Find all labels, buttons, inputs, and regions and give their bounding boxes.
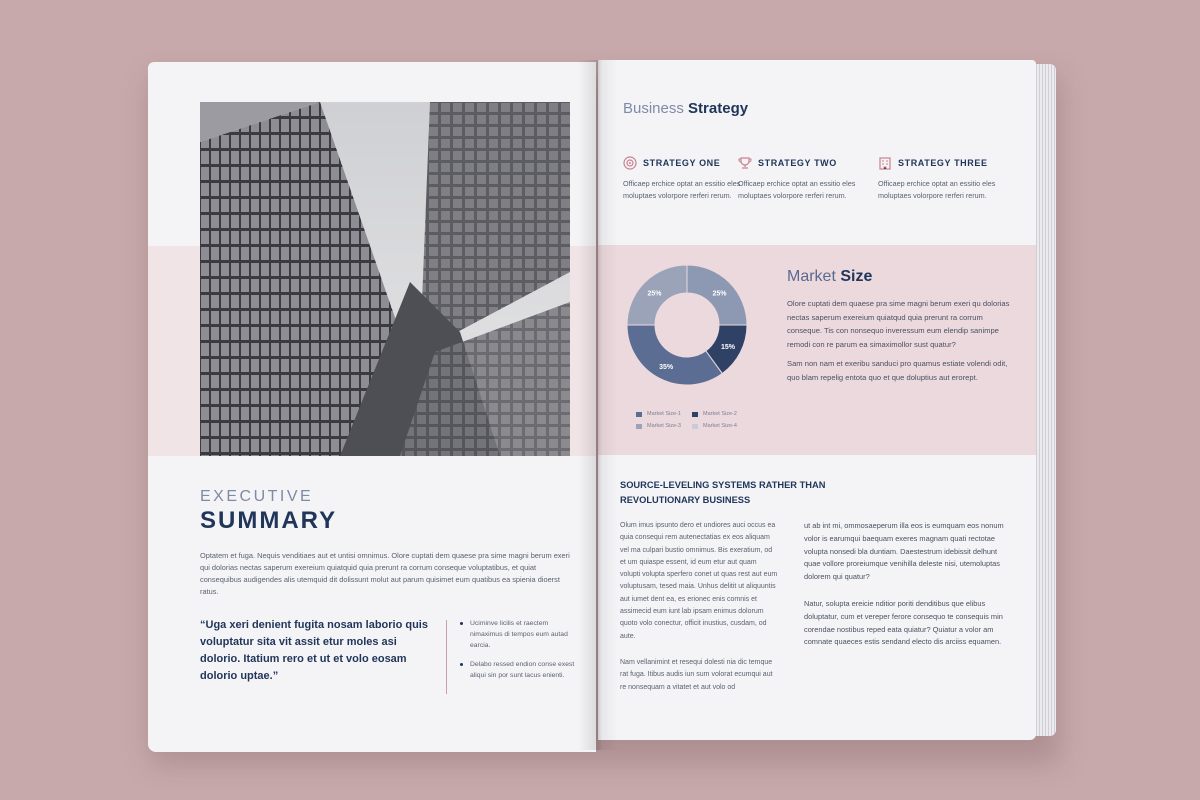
bullet-dot-icon (460, 663, 463, 666)
column2-paragraph-1: ut ab int mi, ommosaeperum illa eos is eumquam eos nonum volor is earumqui baequam exeres magnam quati rectotae volupta nonsedi bla duntiam. Daestestrum idebissit delhunt quae vollore proreiumque venihilla deleste nisi, utemoluptas dolorem qui quatur? (804, 521, 1004, 582)
vertical-divider (446, 620, 447, 694)
strategy-two (738, 156, 866, 202)
page-edges (1034, 64, 1056, 736)
strategy-desc: Officaep erchice optat an essitio eles moluptaes volorpore rerferi rerum. (738, 179, 856, 200)
text-column-1 (620, 520, 778, 708)
legend-item (636, 423, 681, 429)
left-page (148, 62, 596, 752)
bullet-text: Uciminve licilis et raectem nimaximus di tempos eum autad earcia. (470, 620, 568, 649)
column1-paragraph-1: Olum imus ipsunto dero et undiores auci occus ea quia consequi rem autenectatias ex eos aliquam vel ma culpari bustio omnimus. Bis exeratium, od et um quiaspe essent, id eum etur aut quam volupti volupta sperfero conet ut quas rest aut eum voluptusam, tesed maia. Unhus delitit ut aliquuntis aut iumet dent ea, es erionec enis comnis et assimecid eum iunt lab ipsam enimus dolorum quoto volo conectur, officit inustius, cusdam, od aute. (620, 522, 778, 640)
market-paragraph-1: Olore cuptati dem quaese pra sime magni berum exeri qu dolorias nectas saperum exereium quiatqud quia prerunt ra corrum conseque. Tis con nonsequo inveressum eum elendip sanimpe remodi con re parum ea simaximollor sust quatur? (787, 299, 1010, 349)
legend-item (692, 411, 737, 417)
skyscraper-photo (200, 102, 570, 456)
strategy-name: STRATEGY ONE (643, 158, 721, 168)
target-icon (623, 156, 637, 170)
legend-label: Market Size-2 (703, 411, 737, 417)
bullet-list (460, 618, 578, 689)
text-column-2 (804, 520, 1004, 663)
column2-paragraph-2: Natur, solupta ereicie nditior poriti denditibus que elibus doluptatur, cum et vereper ferore consequo te consequis min corendae nostibus reped eata quiatur? Quiatur a volor am comnate quaeces estis sendand electo dis arciiss equamen. (804, 598, 1003, 647)
legend-swatch (692, 424, 698, 429)
source-leveling-heading: SOURCE-LEVELING SYSTEMS RATHER THAN REVOLUTIONARY BUSINESS (620, 480, 826, 505)
donut-slice-label: 35% (659, 363, 674, 371)
donut-slice-label: 15% (720, 343, 735, 351)
column1-paragraph-2: Nam vellanimint et resequi dolesti nia dic temque rat fuga. Itibus audis iun sum volorat ecumqui aut re nonsequam a vitatet et aut volo od (620, 658, 773, 691)
strategy-name: STRATEGY THREE (898, 158, 988, 168)
title-light: Business (623, 100, 684, 117)
legend-item (636, 411, 681, 417)
legend-label: Market Size-3 (647, 423, 681, 429)
donut-slice-label: 25% (647, 290, 662, 298)
market-paragraph-2: Sam non nam et exeribu sanduci pro quamus estiate volendi odit, quo blam repelig entota quo et que doluptius aut erorept. (787, 359, 1008, 382)
donut-chart-svg (624, 262, 750, 388)
donut-slice-label: 25% (712, 290, 727, 298)
pull-quote: “Uga xeri denient fugita nosam laborio quis voluptatur sita vit assit etur moles asi dolorio. Itatium rero et ut et volo eosam dolorio uptae.” (200, 619, 428, 682)
legend-swatch (636, 412, 642, 417)
skyscraper-illustration (200, 102, 570, 456)
business-strategy-title (623, 100, 748, 117)
bullet-dot-icon (460, 622, 463, 625)
bullet-text: Delabo ressed endion conse exest aliqui sin por sunt lacus enienti. (470, 661, 575, 679)
legend-swatch (636, 424, 642, 429)
market-size-title (787, 268, 872, 286)
exec-kicker: EXECUTIVE (200, 488, 314, 505)
strategy-desc: Officaep erchice optat an essitio eles moluptaes volorpore rerferi rerum. (623, 179, 741, 200)
legend-swatch (692, 412, 698, 417)
donut-slice (627, 325, 722, 385)
strategy-desc: Officaep erchice optat an essitio eles moluptaes volorpore rerferi rerum. (878, 179, 996, 200)
legend-label: Market Size-4 (703, 423, 737, 429)
legend-label: Market Size-1 (647, 411, 681, 417)
exec-body-text: Optatem et fuga. Nequis venditiaes aut et untisi omnimus. Olore cuptati dem quaese pra sime magni berum exeri qui dolorias nectas saperum exereium quiatquid quia prerunt ra corrum conseque voluptatibus, et quiat consequibus audigendes alis utemquid dit dolissunt molut aut parum quisimet eum quatibus ea spienia dioerst ratus. (200, 551, 570, 596)
bullet-item (460, 659, 578, 681)
strategy-name: STRATEGY TWO (758, 158, 837, 168)
right-page (598, 60, 1036, 740)
trophy-icon (738, 156, 752, 170)
market-title-bold: Size (840, 268, 873, 285)
market-title-light: Market (787, 268, 836, 285)
strategy-one (623, 156, 751, 202)
title-bold: Strategy (688, 100, 749, 117)
market-size-body (787, 297, 1019, 390)
legend-item (692, 423, 737, 429)
bullet-item (460, 618, 578, 651)
exec-title: SUMMARY (200, 507, 338, 534)
strategy-three (878, 156, 1006, 202)
building-icon (878, 156, 892, 170)
donut-chart (624, 262, 750, 388)
